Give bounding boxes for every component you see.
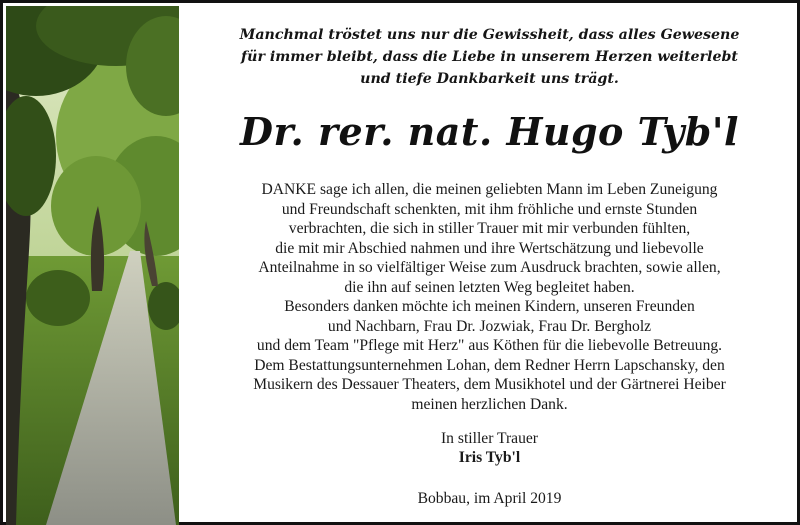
deceased-name: Dr. rer. nat. Hugo Tyb'l [240,109,739,154]
notice-content [179,6,800,525]
thank-you-text [179,180,800,414]
park-path-photo [6,6,179,525]
body-line: und Freundschaft schenkten, mit ihm fröhliche und ernste Stunden [281,200,698,218]
motto-line: für immer bleibt, dass die Liebe in unserem Herzen weiterlebt [241,49,738,65]
body-line: und Nachbarn, Frau Dr. Jozwiak, Frau Dr. Bergholz [327,317,652,335]
body-line: meinen herzlichen Dank. [411,395,568,413]
body-line: Musikern des Dessauer Theaters, dem Musikhotel und der Gärtnerei Heiber [253,376,726,393]
body-line: DANKE sage ich allen, die meinen geliebten Mann im Leben Zuneigung [261,181,718,198]
signature-name: Iris Tyb'l [458,449,521,466]
signature-intro: In stiller Trauer [440,430,539,447]
body-line: Anteilnahme in so vielfältiger Weise zum Ausdruck brachten, sowie allen, [258,259,721,276]
body-line: und dem Team "Pflege mit Herz" aus Köthen für die liebevolle Betreuung. [256,337,723,354]
body-line: Dem Bestattungsunternehmen Lohan, dem Redner Herrn Lapschansky, den [254,356,725,374]
body-line: Besonders danken möchte ich meinen Kindern, unseren Freunden [284,298,695,315]
body-line: verbrachten, die sich in stiller Trauer mit mir verbunden fühlten, [288,220,691,237]
place-date: Bobbau, im April 2019 [417,490,562,507]
body-line: die ihn auf seinen letzten Weg begleitet haben. [344,278,635,296]
body-line: die mit mir Abschied nahmen und ihre Wertschätzung und liebevolle [275,239,704,257]
motto-line: Manchmal tröstet uns nur die Gewissheit, dass alles Gewesene [239,27,740,43]
motto-quote [179,24,800,90]
signature-block [179,429,800,467]
motto-line: und tiefe Dankbarkeit uns trägt. [360,71,619,87]
